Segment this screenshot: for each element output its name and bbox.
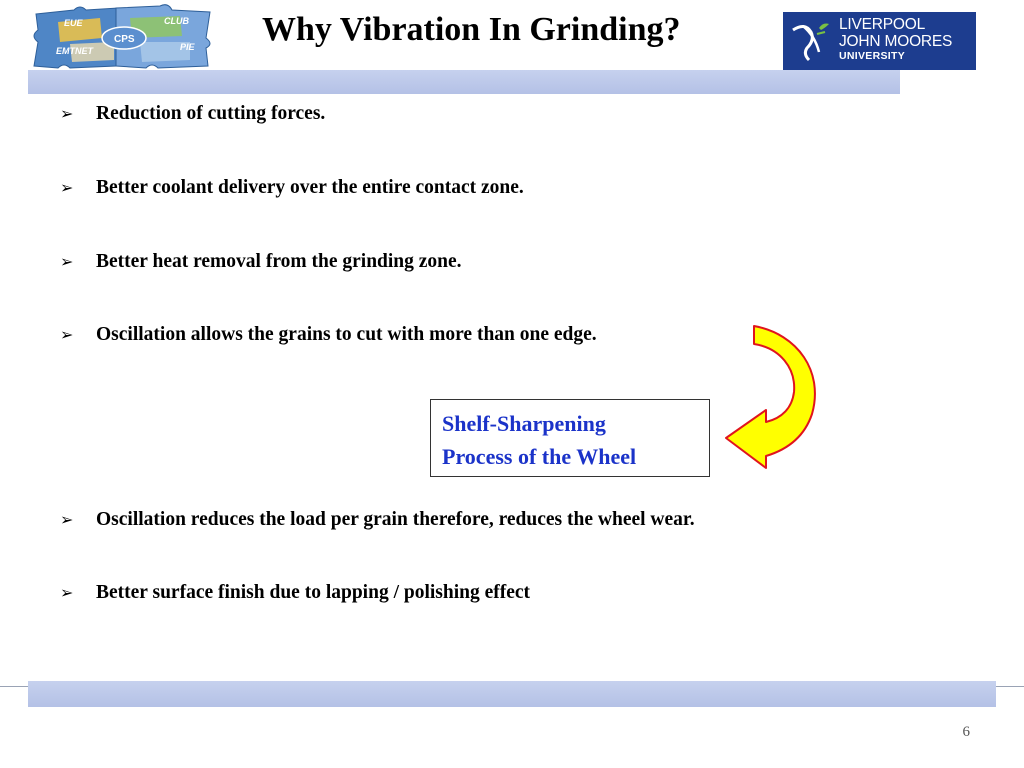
- bullet-item: [60, 176, 524, 200]
- callout-box: [430, 399, 710, 477]
- ljmu-line: UNIVERSITY: [839, 50, 906, 62]
- bullet-item: [60, 102, 325, 126]
- page-number: 6: [962, 724, 970, 740]
- bullet-text: Oscillation allows the grains to cut with more than one edge.: [96, 324, 597, 345]
- curved-arrow-icon: [720, 324, 820, 470]
- bullet-text: Better surface finish due to lapping / polishing effect: [96, 582, 531, 603]
- puzzle-word: EMTNET: [56, 46, 93, 56]
- puzzle-word: CLUB: [164, 16, 189, 26]
- puzzle-word: EUE: [64, 18, 83, 28]
- callout-line: Process of the Wheel: [442, 444, 637, 469]
- bullet-text: Better coolant delivery over the entire contact zone.: [96, 177, 524, 198]
- bullet-item: [60, 508, 695, 532]
- arrow-bullet-icon: ➢: [60, 325, 74, 344]
- slide-title: Why Vibration In Grinding?: [262, 11, 681, 48]
- bullet-item: [60, 581, 530, 605]
- bullet-text: Better heat removal from the grinding zone.: [96, 251, 462, 272]
- arrow-bullet-icon: ➢: [60, 104, 74, 123]
- header-band: [28, 70, 900, 94]
- puzzle-word: CPS: [114, 34, 135, 45]
- bullet-text: Oscillation reduces the load per grain therefore, reduces the wheel wear.: [96, 509, 695, 530]
- puzzle-logo: [30, 4, 218, 70]
- liver-bird-icon: [789, 18, 835, 64]
- arrow-bullet-icon: ➢: [60, 178, 74, 197]
- callout-line: Shelf-Sharpening: [442, 411, 606, 436]
- ljmu-line: JOHN MOORES: [839, 33, 953, 50]
- ljmu-line: LIVERPOOL: [839, 16, 926, 33]
- bullet-item: [60, 323, 597, 347]
- arrow-bullet-icon: ➢: [60, 252, 74, 271]
- arrow-bullet-icon: ➢: [60, 510, 74, 529]
- bullet-text: Reduction of cutting forces.: [96, 103, 326, 124]
- footer-band: [28, 681, 996, 707]
- callout-text: [442, 407, 636, 473]
- puzzle-word: PIE: [180, 42, 195, 52]
- bullet-item: [60, 250, 462, 274]
- arrow-bullet-icon: ➢: [60, 583, 74, 602]
- ljmu-logo: [783, 12, 976, 70]
- ljmu-wordmark: [839, 16, 952, 63]
